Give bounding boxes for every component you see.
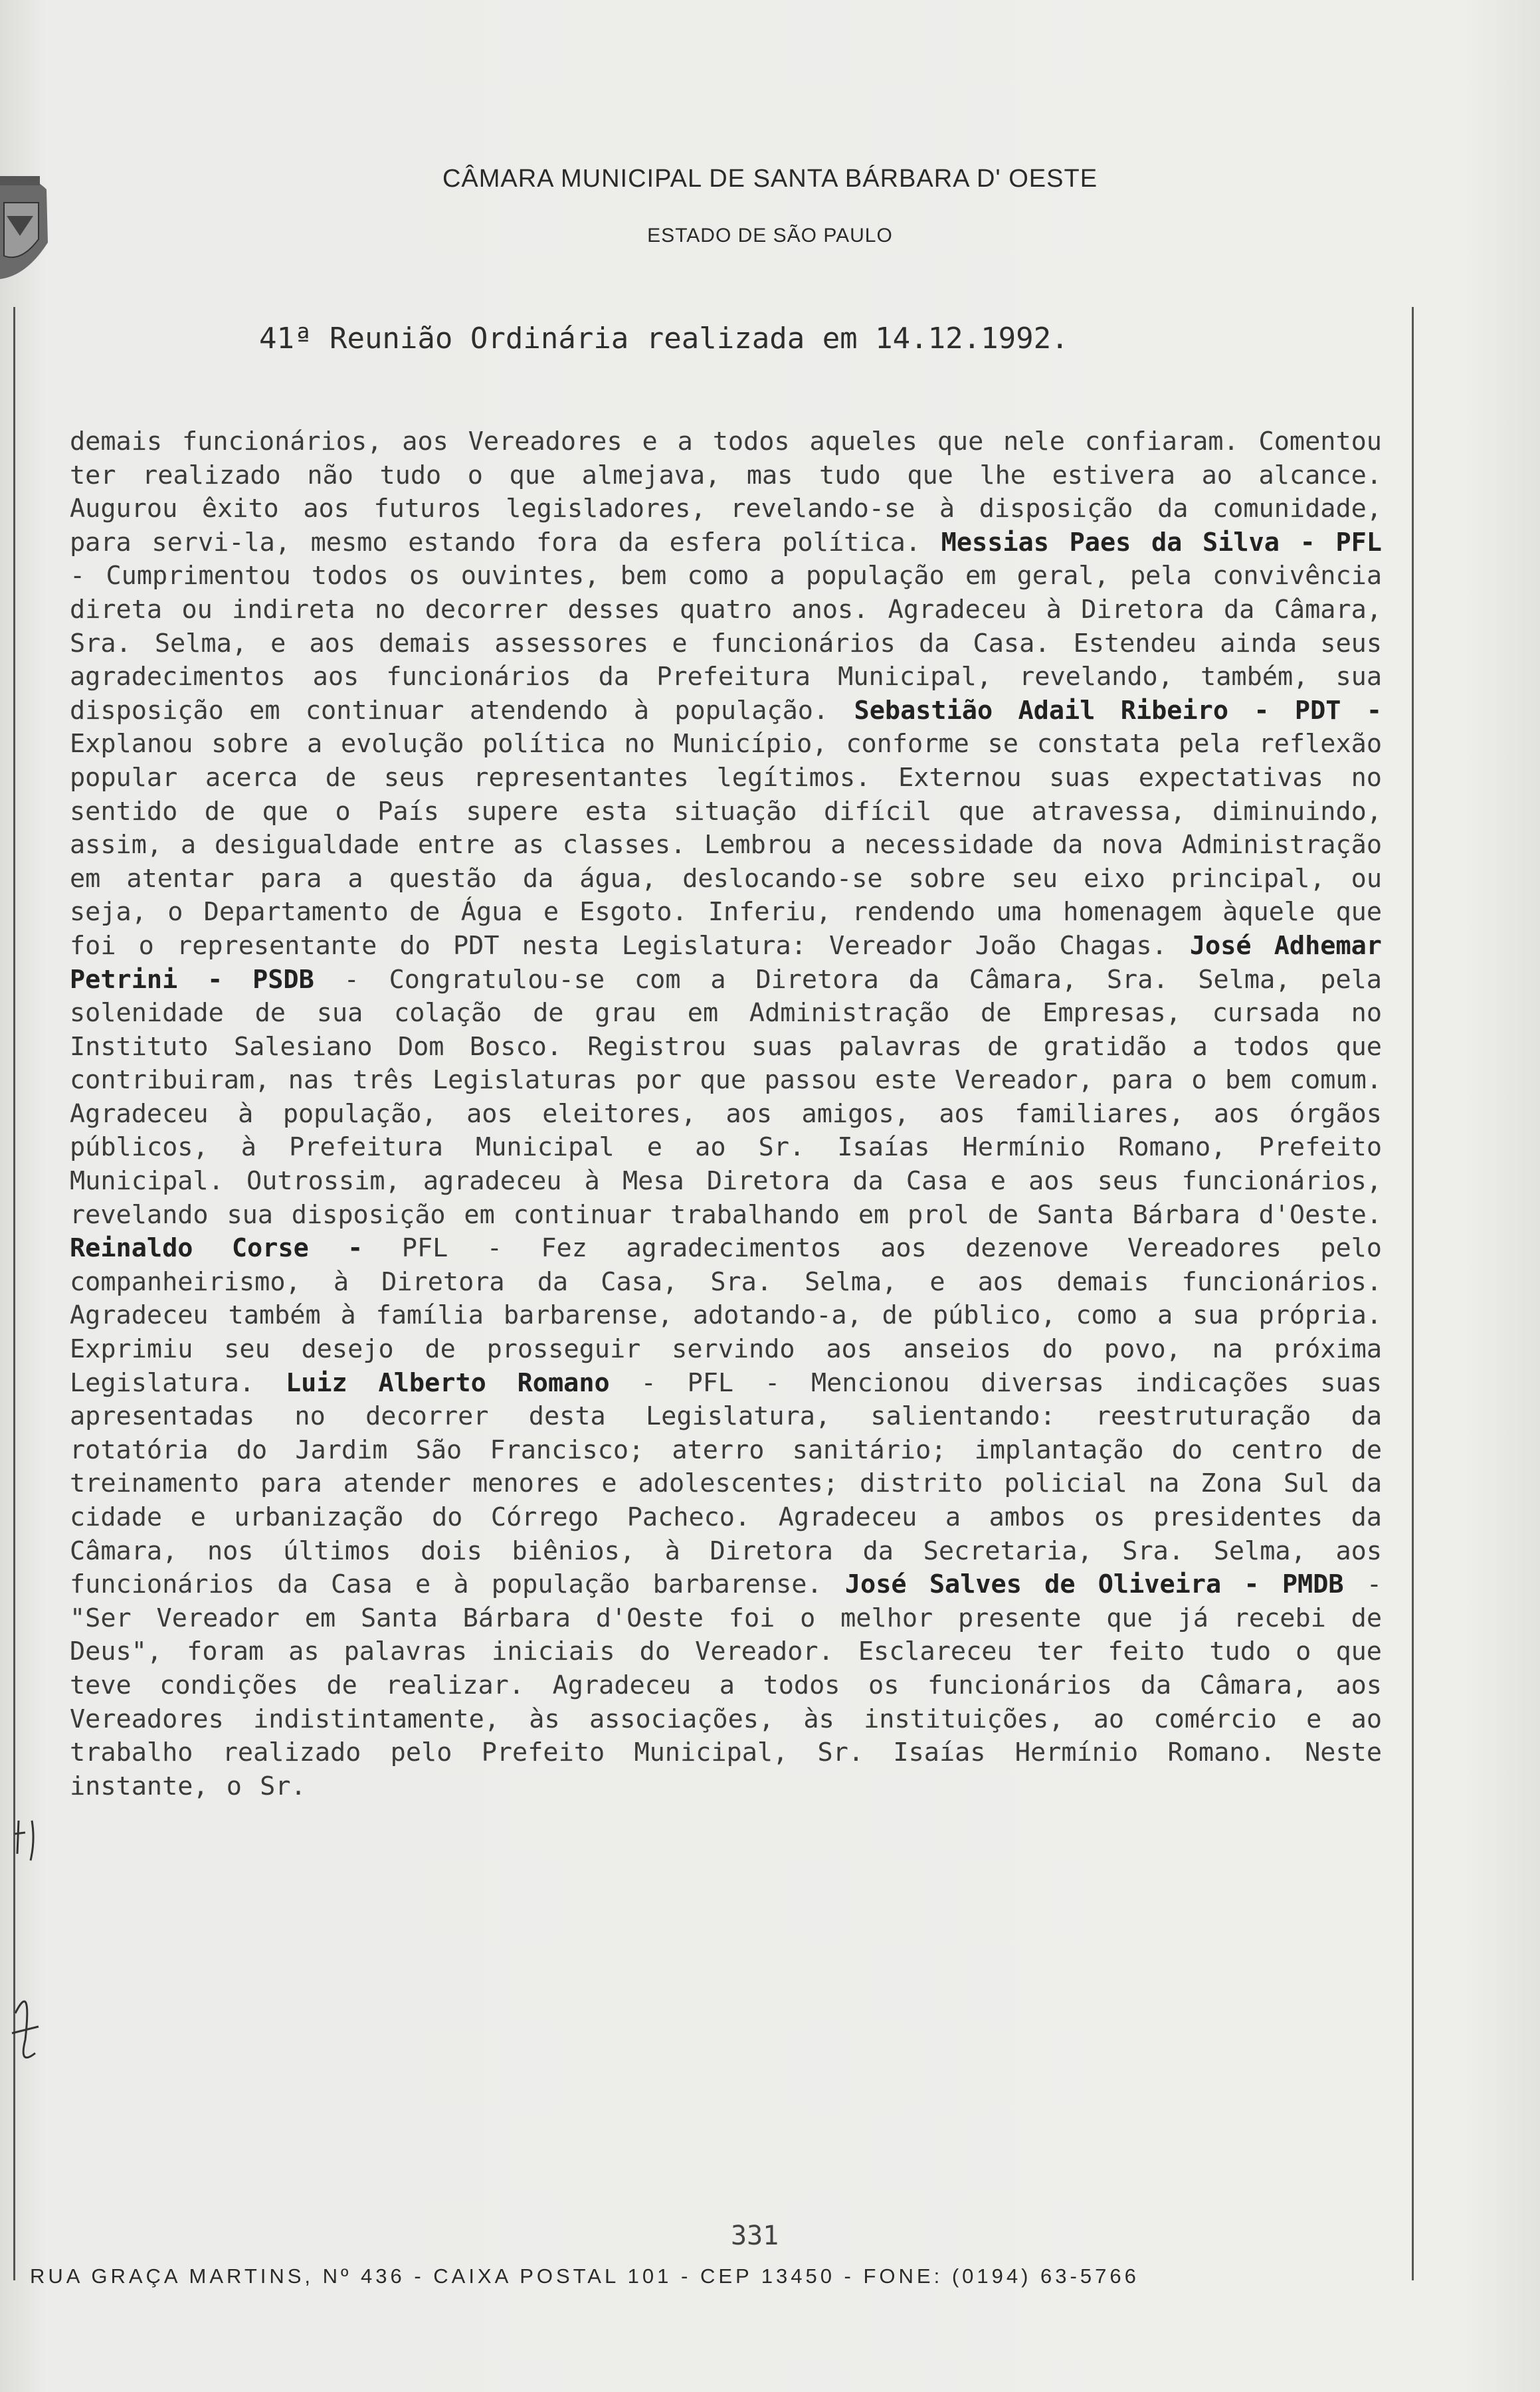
state-name: ESTADO DE SÃO PAULO	[647, 225, 893, 247]
minutes-text: - Congratulou-se com a Diretora da Câmara, Sra. Selma, pela solenidade de sua colação de grau em Administração de Empresas, cursada no Instituto Salesiano Dom Bosco. Registrou suas palavras de gratidão a todos que contribuiram, nas três Legislaturas por que passou este Vereador, para o bem comum. Agradeceu à população, aos eleitores, aos amigos, aos familiares, aos órgãos públicos, à Prefeitura Municipal e ao Sr. Isaías Hermínio Romano, Prefeito Municipal. Outrossim, agradeceu à Mesa Diretora da Casa e aos seus funcionários, revelando sua disposição em continuar trabalhando em prol de Santa Bárbara d'Oeste.	[70, 964, 1382, 1230]
page-number: 331	[731, 2221, 779, 2251]
footer-address: RUA GRAÇA MARTINS, Nº 436 - CAIXA POSTAL 101 - CEP 13450 - FONE: (0194) 63-5766	[30, 2264, 1139, 2288]
speaker-name: Sebastião Adail Ribeiro - PDT -	[854, 695, 1382, 726]
minutes-text: - PFL - Mencionou diversas indicações suas apresentadas no decorrer desta Legislatura, salientando: reestruturação da rotatória do Jardim São Francisco; aterro sanitário; implantação do centro de treinamento para atender menores e adolescentes; distrito policial na Zona Sul da cidade e urbanização do Córrego Pacheco. Agradeceu a ambos os presidentes da Câmara, nos últimos dois biênios, à Diretora da Secretaria, Sra. Selma, aos funcionários da Casa e à população barbarense.	[70, 1367, 1382, 1600]
speaker-name: Messias Paes da Silva - PFL	[941, 527, 1382, 557]
right-margin-rule	[1412, 307, 1414, 2280]
institution-name: CÂMARA MUNICIPAL DE SANTA BÁRBARA D' OESTE	[442, 165, 1098, 193]
speaker-name: José Salves de Oliveira - PMDB	[844, 1569, 1344, 1600]
minutes-text: - "Ser Vereador em Santa Bárbara d'Oeste foi o melhor presente que já recebi de Deus", foram as palavras iniciais do Vereador. Esclareceu ter feito tudo o que teve condições de realizar. Agradeceu a todos os funcionários da Câmara, aos Vereadores indistintamente, às associações, às instituições, ao comércio e ao trabalho realizado pelo Prefeito Municipal, Sr. Isaías Hermínio Romano. Neste instante, o Sr.	[70, 1569, 1382, 1801]
speaker-name: José Adhemar Petrini - PSDB	[70, 930, 1382, 995]
minutes-text: - Cumprimentou todos os ouvintes, bem como a população em geral, pela convivência direta ou indireta no decorrer desses quatro anos. Agradeceu à Diretora da Câmara, Sra. Selma, e aos demais assessores e funcionários da Casa. Estendeu ainda seus agradecimentos aos funcionários da Prefeitura Municipal, revelando, também, sua disposição em continuar atendendo à população.	[70, 561, 1382, 726]
session-title: 41ª Reunião Ordinária realizada em 14.12.1992.	[259, 322, 1069, 355]
margin-signature-icon	[5, 1814, 45, 2093]
minutes-text: Explanou sobre a evolução política no Município, conforme se constata pela reflexão popular acerca de seus representantes legítimos. Externou suas expectativas no sentido de que o País supere esta situação difícil que atravessa, diminuindo, assim, a desigualdade entre as classes. Lembrou a necessidade da nova Administração em atentar para a questão da água, deslocando-se sobre seu eixo principal, ou seja, o Departamento de Água e Esgoto. Inferiu, rendendo uma homenagem àquele que foi o representante do PDT nesta Legislatura: Vereador João Chagas.	[70, 729, 1382, 961]
minutes-body	[70, 425, 1382, 1803]
speaker-name: Luiz Alberto Romano	[286, 1367, 610, 1398]
minutes-text: PFL - Fez agradecimentos aos dezenove Vereadores pelo companheirismo, à Diretora da Casa, Sra. Selma, e aos demais funcionários. Agradeceu também à família barbarense, adotando-a, de público, como a sua própria. Exprimiu seu desejo de prosseguir servindo aos anseios do povo, na próxima Legislatura.	[70, 1233, 1382, 1398]
speaker-name: Reinaldo Corse -	[70, 1233, 363, 1264]
minutes-text: demais funcionários, aos Vereadores e a todos aqueles que nele confiaram. Comentou ter realizado não tudo o que almejava, mas tudo que lhe estivera ao alcance. Augurou êxito aos futuros legisladores, revelando-se à disposição da comunidade, para servi-la, mesmo estando fora da esfera política.	[70, 427, 1382, 557]
